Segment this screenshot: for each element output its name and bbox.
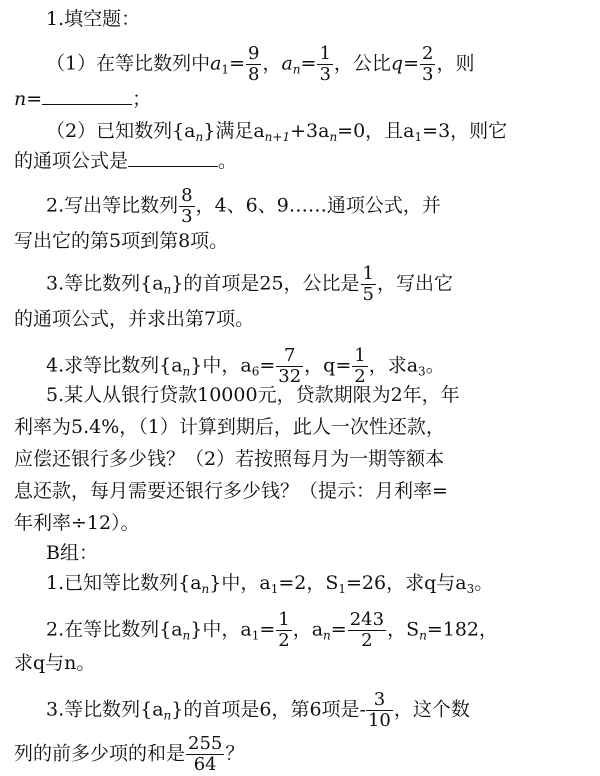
section-b-heading: B组： <box>46 542 98 564</box>
q5-line4: 息还款，每月需要还银行多少钱？（提示：月利率= <box>14 480 448 502</box>
b-q3-line2: 列的前多少项的和是 $\frac{255}{64}$ ？ <box>14 733 245 775</box>
fraction-243-2: $\frac{243}{2}$ <box>349 609 385 651</box>
q1-1-line1: （1）在等比数列中$a_1=$ $\frac{9}{8}$ ，$a_n=$ $\frac{1}{3}$ ，公比q= $\frac{2}{3}$ ，则 <box>46 43 475 85</box>
fraction-an: $\frac{1}{3}$ <box>319 43 331 85</box>
q1-heading: 1.填空题： <box>46 8 141 30</box>
fraction-7-32: $\frac{7}{32}$ <box>278 345 302 387</box>
q3-line1: 3.等比数列$\{a_n\}$的首项是25，公比是 $\frac{1}{5}$ ，写出它 <box>46 263 454 305</box>
q1-1-line2: n= ； <box>14 88 152 110</box>
answer-blank-formula[interactable] <box>128 148 218 167</box>
q2-line1: 2.写出等比数列 $\frac{8}{3}$ ，4、6、9……通项公式，并 <box>46 185 441 227</box>
q5-line1: 5.某人从银行贷款10000元，贷款期限为2年，年 <box>46 384 460 406</box>
fraction-a1: $\frac{9}{8}$ <box>247 43 260 85</box>
fraction-q: $\frac{2}{3}$ <box>422 43 434 85</box>
q5-line2: 利率为5.4%，（1）计算到期后，此人一次性还款， <box>14 416 445 438</box>
fraction-1-2-b: $\frac{1}{2}$ <box>278 609 290 651</box>
answer-blank-n[interactable] <box>42 86 132 105</box>
b-q3-line1: 3.等比数列$\{a_n\}$的首项是6，第6项是- $\frac{3}{10}$ ，这个数 <box>46 689 470 731</box>
q5-line3: 应偿还银行多少钱？（2）若按照每月为一期等额本 <box>14 448 445 470</box>
q2-line2: 写出它的第5项到第8项。 <box>14 230 229 252</box>
fraction-1-5: $\frac{1}{5}$ <box>362 263 374 305</box>
b-q2-line2: 求q与n。 <box>14 652 96 674</box>
fraction-1-2: $\frac{1}{2}$ <box>354 345 366 387</box>
q1-2-line1: （2）已知数列$\{a_n\}$满足$a_{n+1}+3a_n=0$，且$a_1=3$，则它 <box>46 120 508 144</box>
q1-2-line2: 的通项公式是 。 <box>14 150 238 172</box>
q5-line5: 年利率÷12）。 <box>14 512 140 534</box>
b-q1-line: 1.已知等比数列$\{a_n\}$中，$a_1=2$，$S_1=26$，求q与$a_3$。 <box>46 572 494 596</box>
fraction-255-64: $\frac{255}{64}$ <box>188 733 223 775</box>
q4-line: 4.求等比数列$\{a_n\}$中，$a_6=$ $\frac{7}{32}$ ，q= $\frac{1}{2}$ ，求$a_3$。 <box>46 345 445 387</box>
fraction-3-10: $\frac{3}{10}$ <box>367 689 391 731</box>
q3-line2: 的通项公式，并求出第7项。 <box>14 308 255 330</box>
b-q2-line1: 2.在等比数列$\{a_n\}$中，$a_1=$ $\frac{1}{2}$ ，$a_n=$ $\frac{243}{2}$ ，$S_n=182$， <box>46 609 499 651</box>
fraction-8-3: $\frac{8}{3}$ <box>181 185 193 227</box>
